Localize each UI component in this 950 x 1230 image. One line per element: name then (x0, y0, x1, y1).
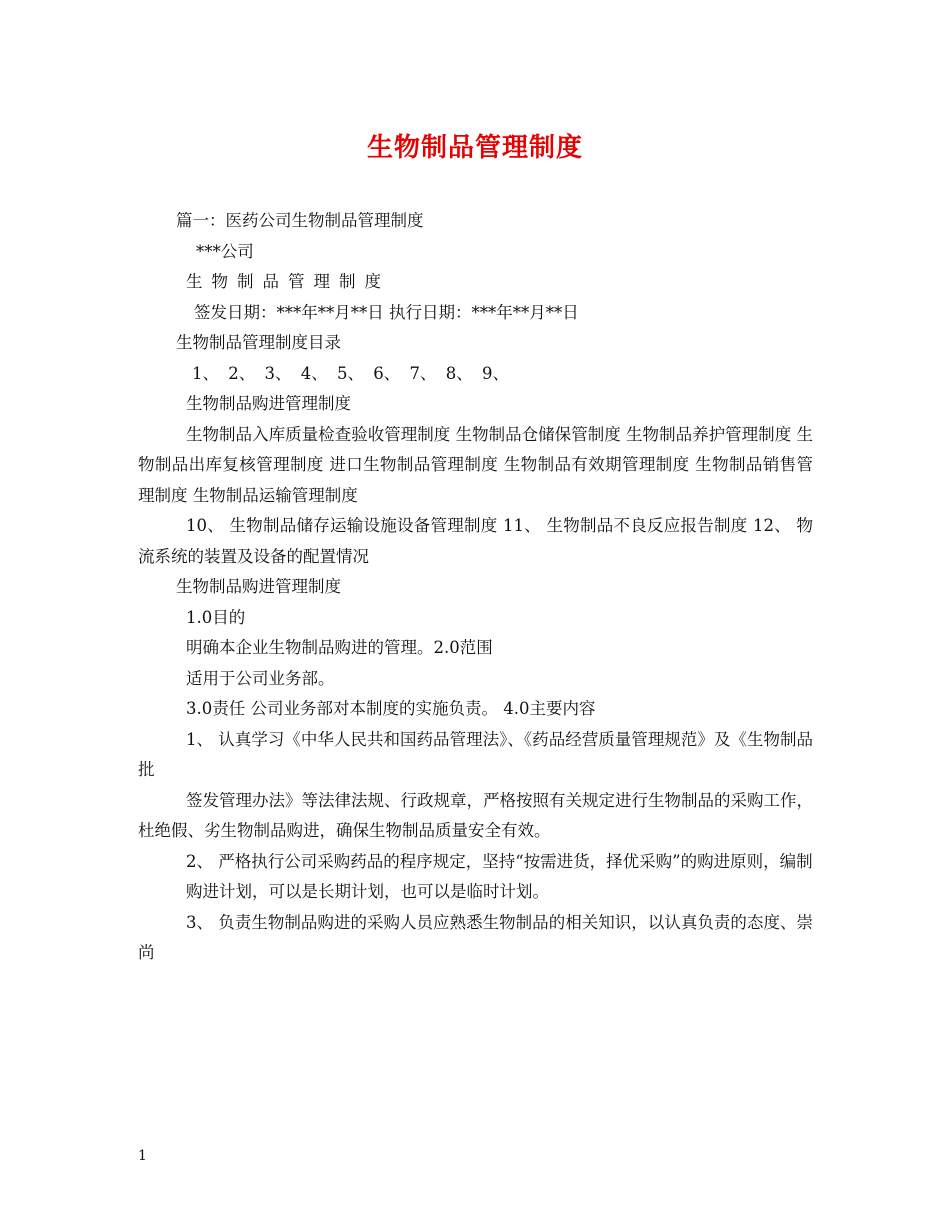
paragraph: 1、 认真学习《中华人民共和国药品管理法》、《药品经营质量管理规范》及《生物制品批 (138, 729, 813, 779)
paragraph: 3、 负责生物制品购进的采购人员应熟悉生物制品的相关知识，以认真负责的态度、崇尚 (138, 912, 813, 962)
subtitle: 生物制品管理制度 (186, 272, 390, 291)
paragraph: 1.0目的 (186, 607, 246, 627)
page-number: 1 (138, 1148, 147, 1164)
paragraph: 3.0责任 公司业务部对本制度的实施负责。 4.0主要内容 (186, 699, 596, 718)
toc-item-list: 生物制品入库质量检查验收管理制度 生物制品仓储保管制度 生物制品养护管理制度 生物制品出库复核管理制度 进口生物制品管理制度 生物制品有效期管理制度 生物制品销售管理制度 生物制品运输管理制度 (138, 424, 813, 505)
toc-item-list: 10、 生物制品储存运输设施设备管理制度 11、 生物制品不良反应报告制度 12、 物流系统的装置及设备的配置情况 (138, 516, 813, 566)
document-title: 生物制品管理制度 (366, 133, 583, 163)
paragraph: 适用于公司业务部。 (186, 668, 335, 688)
paragraph: 明确本企业生物制品购进的管理。2.0范围 (186, 638, 493, 657)
chapter-heading: 生物制品购进管理制度 (176, 577, 341, 596)
toc-numbers: 1、 2、 3、 4、 5、 6、 7、 8、 9、 (192, 363, 509, 383)
paragraph: 购进计划，可以是长期计划，也可以是临时计划。 (186, 882, 549, 901)
toc-item: 生物制品购进管理制度 (186, 394, 351, 413)
company-name: ***公司 (196, 241, 254, 261)
paragraph: 2、 严格执行公司采购药品的程序规定，坚持“按需进货，择优采购”的购进原则，编制 (186, 851, 813, 871)
date-line: 签发日期：***年**月**日 执行日期：***年**月**日 (194, 302, 579, 322)
paragraph: 签发管理办法》等法律法规、行政规章，严格按照有关规定进行生物制品的采购工作，杜绝假、劣生物制品购进，确保生物制品质量安全有效。 (138, 790, 813, 840)
section-heading: 篇一：医药公司生物制品管理制度 (176, 211, 424, 230)
toc-heading: 生物制品管理制度目录 (176, 333, 341, 352)
document-body (138, 206, 813, 969)
